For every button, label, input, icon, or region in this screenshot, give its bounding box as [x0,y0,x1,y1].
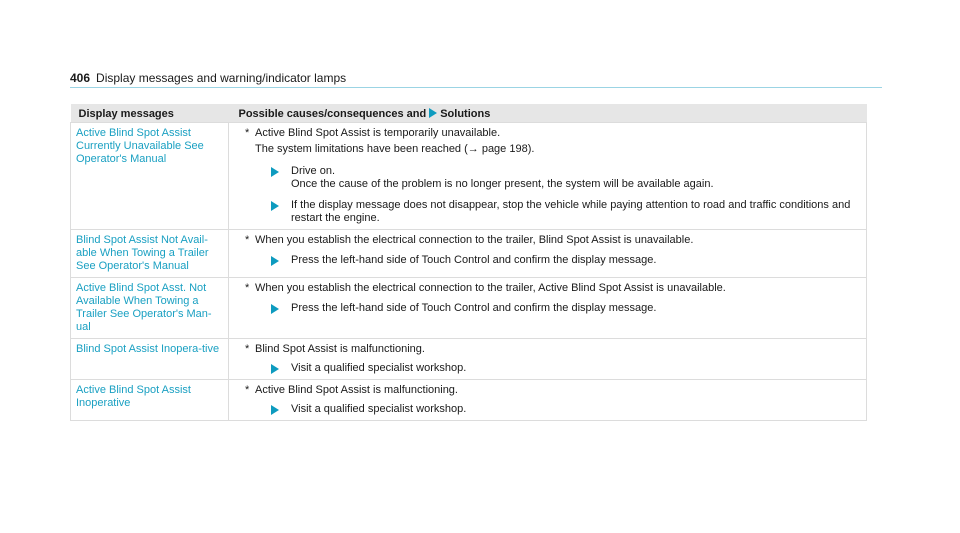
cause [245,343,858,356]
cause-text: Active Blind Spot Assist is malfunctioning. [255,384,458,396]
causes-solutions-cell [229,123,867,230]
solution-text: Visit a qualified specialist workshop. [291,403,467,415]
cause [245,282,858,295]
table-row [71,380,867,421]
table-row [71,339,867,380]
solution-step [245,199,858,225]
display-message: Active Blind Spot Asst. Not Available When Towing a Trailer See Operator's Man-ual [71,278,229,339]
cause-text: When you establish the electrical connection to the trailer, Blind Spot Assist is unavailable. [255,234,694,246]
solution-step [245,165,858,191]
table-row [71,230,867,278]
causes-solutions-cell [229,230,867,278]
display-message: Blind Spot Assist Not Avail-able When Towing a Trailer See Operator's Manual [71,230,229,278]
cause-text: Active Blind Spot Assist is temporarily unavailable. [255,127,501,139]
cause-marker: * [245,282,250,294]
cause-marker: * [245,384,250,396]
solution-text: If the display message does not disappear, stop the vehicle while paying attention to road and traffic conditions and restart the engine. [291,199,851,224]
column-header-causes-label: Possible causes/consequences and [238,107,427,120]
column-header-display-messages: Display messages [71,104,229,123]
solution-text: Visit a qualified specialist workshop. [291,362,467,374]
cause [245,234,858,247]
solution-step [245,254,858,267]
page-title: Display messages and warning/indicator lamps [96,71,347,85]
cause-text: When you establish the electrical connection to the trailer, Active Blind Spot Assist is unavailable. [255,282,726,294]
cause-marker: * [245,343,250,355]
arrow-right-icon [271,364,279,374]
arrow-right-icon [271,167,279,177]
display-message: Active Blind Spot Assist Inoperative [71,380,229,421]
arrow-right-icon [271,201,279,211]
solution-text: Press the left-hand side of Touch Control and confirm the display message. [291,254,657,266]
cause [245,384,858,397]
cause-text: Blind Spot Assist is malfunctioning. [255,343,425,355]
page-number: 406 [70,71,91,85]
table-header-row [71,104,867,123]
solution-text: Drive on. [291,165,336,177]
display-message: Blind Spot Assist Inopera-tive [71,339,229,380]
cause [245,127,858,156]
solution-step [245,362,858,375]
column-header-causes-solutions [229,104,867,123]
solution-step [245,403,858,416]
arrow-right-icon [271,405,279,415]
display-messages-table [70,104,867,421]
arrow-right-icon [271,256,279,266]
cause-detail: The system limitations have been reached (→ page 198). [255,143,535,155]
cause-marker: * [245,234,250,246]
solution-text: Press the left-hand side of Touch Control and confirm the display message. [291,302,657,314]
display-message: Active Blind Spot Assist Currently Unavailable See Operator's Manual [71,123,229,230]
solution-text: Once the cause of the problem is no longer present, the system will be available again. [291,178,714,190]
solution-step [245,302,858,315]
arrow-right-icon [271,304,279,314]
cause-marker: * [245,127,250,139]
page-header [70,71,882,88]
causes-solutions-cell [229,380,867,421]
causes-solutions-cell [229,278,867,339]
column-header-solutions-label: Solutions [440,107,491,120]
arrow-right-icon [429,108,437,118]
table-row [71,278,867,339]
causes-solutions-cell [229,339,867,380]
table-row [71,123,867,230]
